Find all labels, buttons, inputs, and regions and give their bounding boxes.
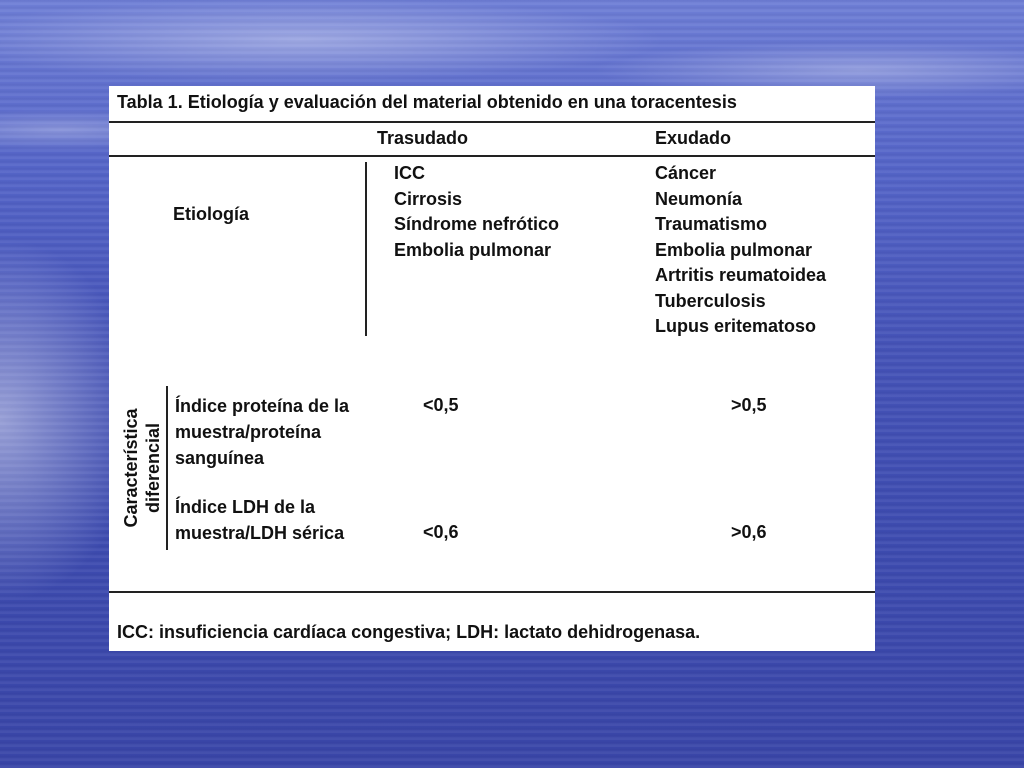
list-item: ICC — [394, 163, 425, 183]
list-item: Lupus eritematoso — [655, 316, 817, 336]
etiologia-label: Etiología — [173, 204, 249, 224]
value-trasudado-protein: <0,5 — [423, 395, 459, 415]
value-trasudado-ldh: <0,6 — [423, 522, 459, 542]
etiology-table — [109, 86, 875, 651]
list-item: Traumatismo — [655, 214, 768, 234]
list-item: Neumonía — [655, 188, 743, 209]
exudado-causes-list — [655, 161, 826, 340]
footnote-divider — [109, 591, 875, 593]
caracteristica-separator — [166, 386, 168, 550]
table-footnote: ICC: insuficiencia cardíaca congestiva; LDH: lactato dehidrogenasa. — [117, 622, 701, 642]
value-exudado-ldh: >0,6 — [731, 522, 767, 542]
header-divider — [109, 155, 875, 157]
list-item: Cáncer — [655, 163, 717, 183]
column-header-exudado: Exudado — [655, 128, 732, 148]
list-item: Embolia pulmonar — [655, 239, 813, 260]
list-item: Síndrome nefrótico — [394, 214, 560, 234]
table-title: Tabla 1. Etiología y evaluación del material obtenido en una toracentesis — [117, 92, 737, 112]
trasudado-causes-list — [394, 161, 559, 263]
caracteristica-label-line2: diferencial — [143, 422, 163, 514]
list-item: Artritis reumatoidea — [655, 265, 827, 285]
criterion-ldh-ratio: Índice LDH de la muestra/LDH sérica — [175, 497, 345, 543]
title-divider — [109, 121, 875, 123]
caracteristica-diferencial-label — [117, 386, 167, 550]
list-item: Embolia pulmonar — [394, 239, 552, 260]
caracteristica-label-line1: Característica — [121, 408, 141, 528]
list-item: Cirrosis — [394, 188, 463, 209]
column-header-trasudado: Trasudado — [377, 128, 469, 148]
etiologia-separator — [365, 162, 367, 336]
value-exudado-protein: >0,5 — [731, 395, 767, 415]
list-item: Tuberculosis — [655, 290, 766, 311]
criterion-protein-ratio: Índice proteína de la muestra/proteína sanguínea — [175, 396, 350, 468]
